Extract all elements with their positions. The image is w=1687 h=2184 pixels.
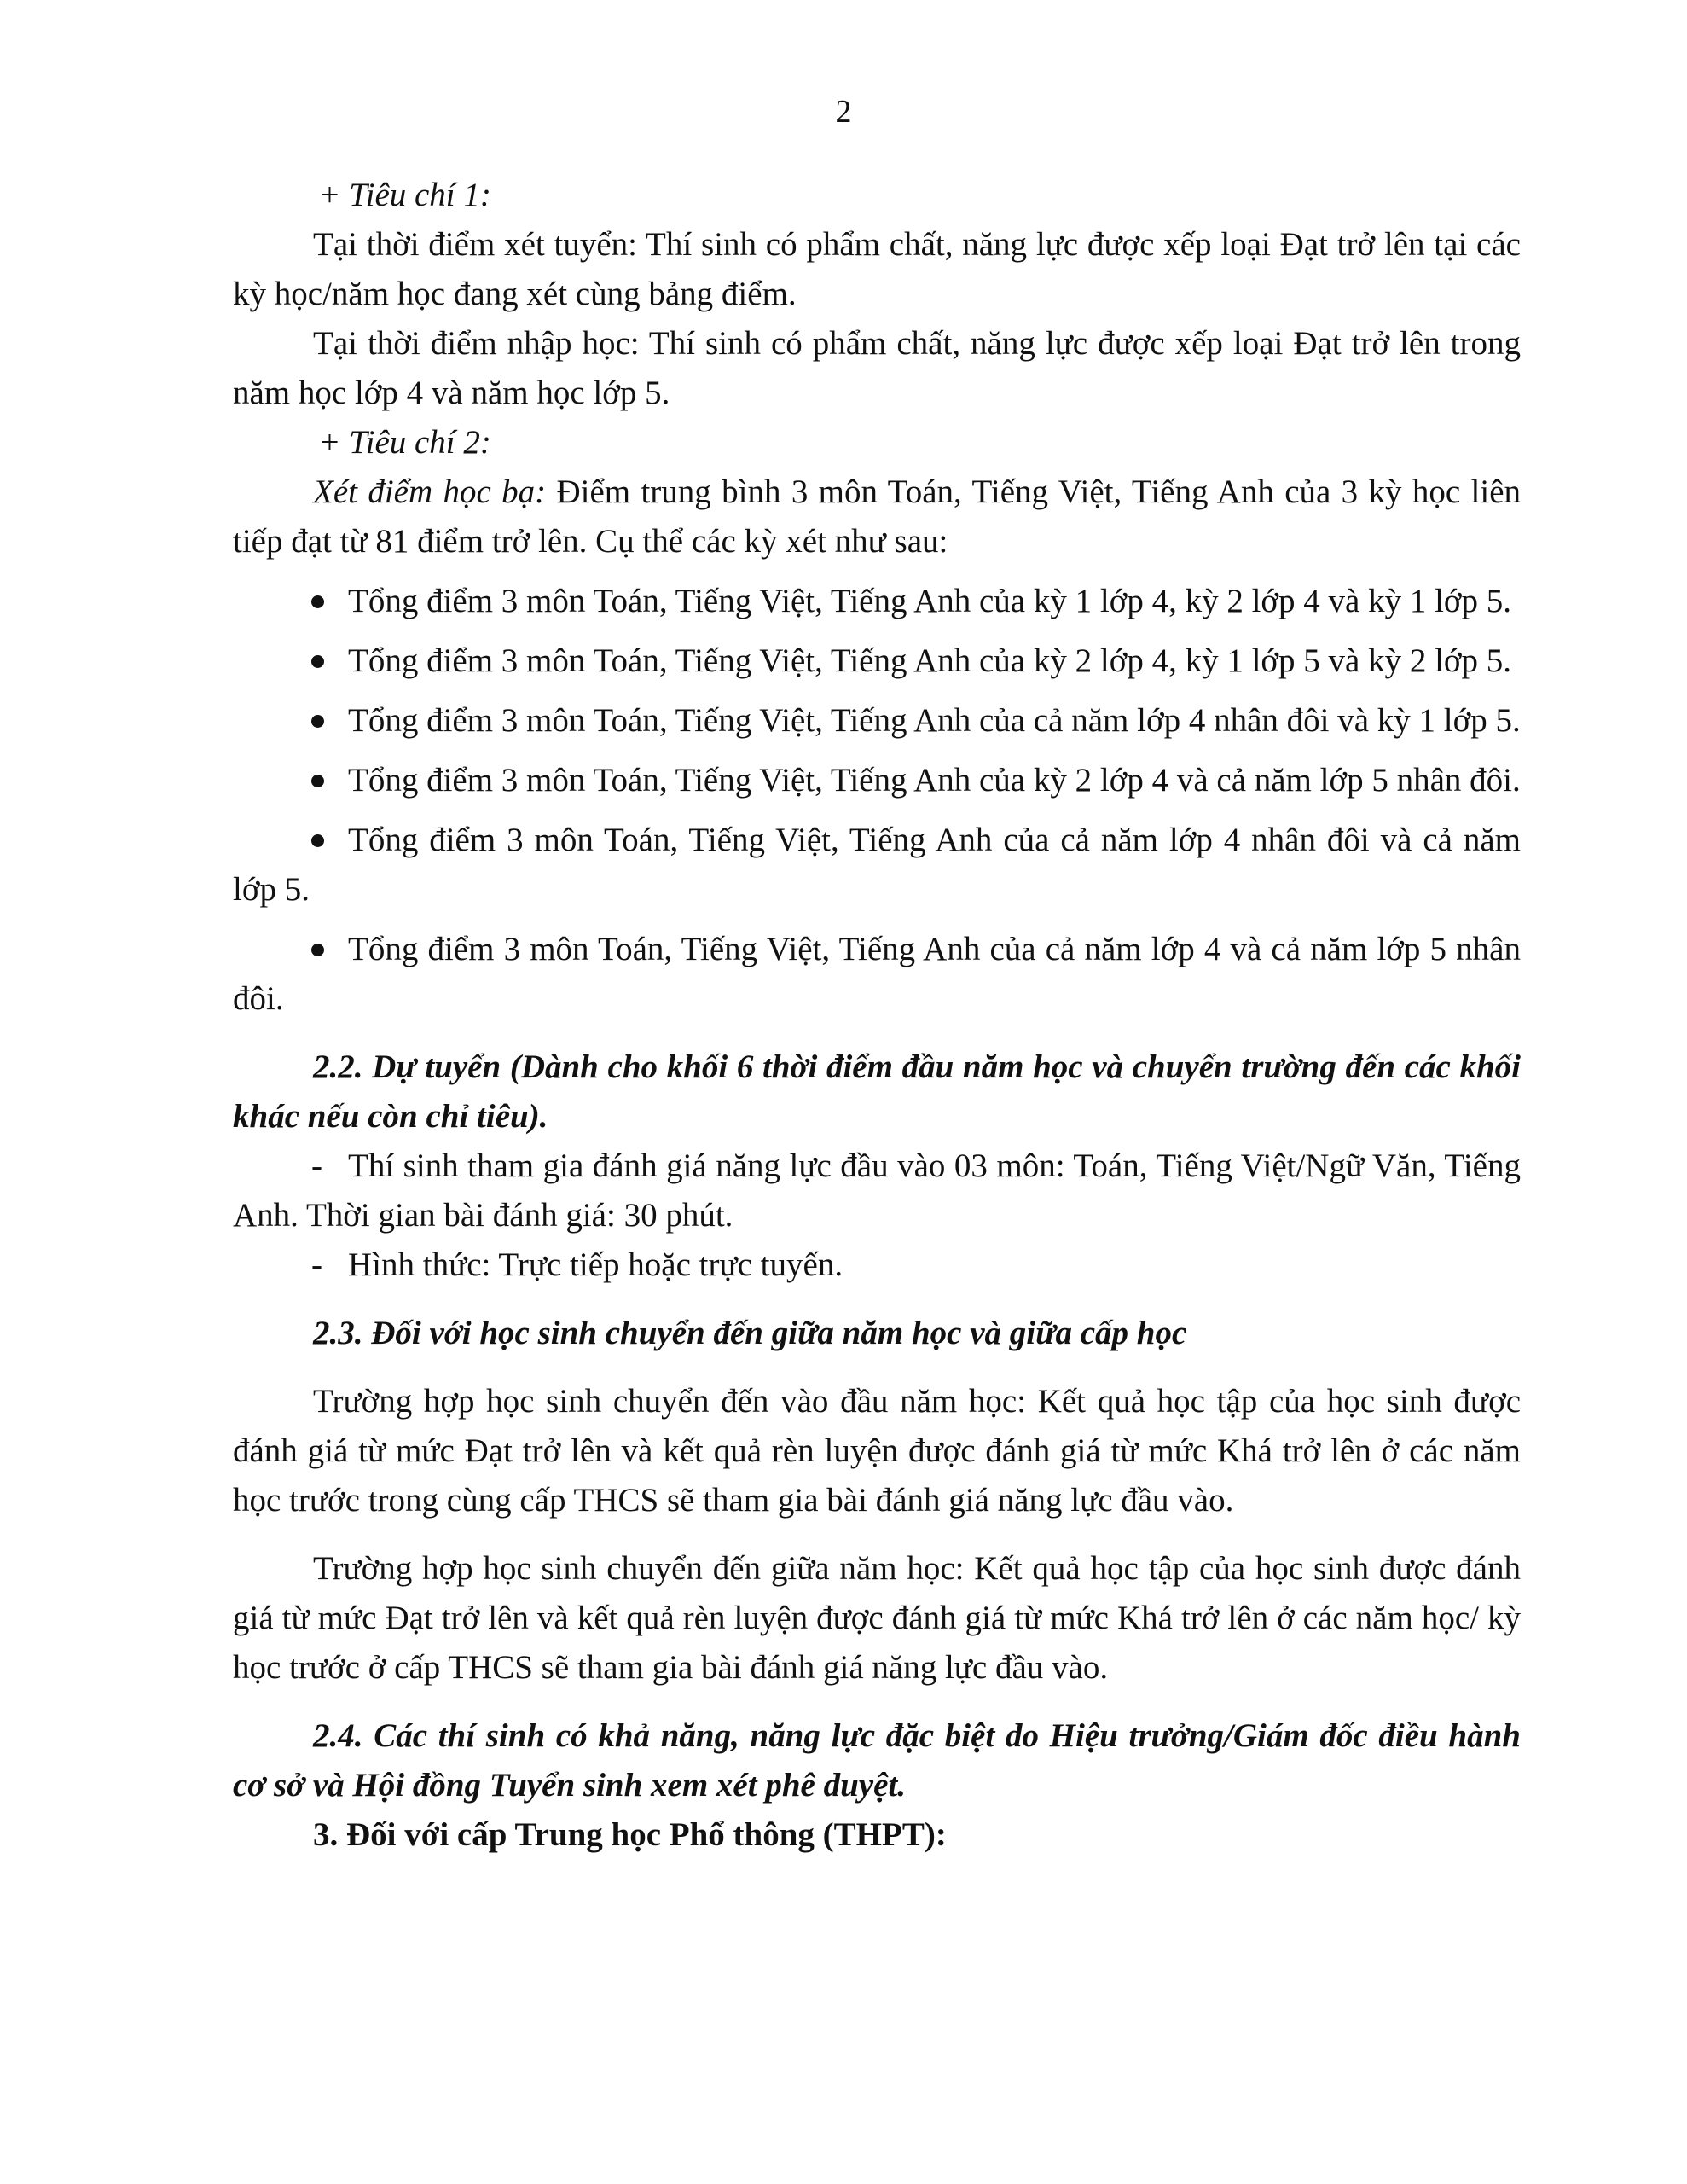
bullet-icon xyxy=(311,944,324,956)
section-2-4-heading: 2.4. Các thí sinh có khả năng, năng lực đặc biệt do Hiệu trưởng/Giám đốc điều hành cơ sở và Hội đồng Tuyển sinh xem xét phê duyệt. xyxy=(233,1717,1521,1804)
bullet-text: Tổng điểm 3 môn Toán, Tiếng Việt, Tiếng Anh của kỳ 2 lớp 4, kỳ 1 lớp 5 và kỳ 2 lớp 5. xyxy=(348,642,1512,679)
criterion-2-lead xyxy=(233,468,1521,566)
criterion-1-paragraph-2: Tại thời điểm nhập học: Thí sinh có phẩm chất, năng lực được xếp loại Đạt trở lên trong năm học lớp 4 và năm học lớp 5. xyxy=(233,325,1521,411)
criterion-2-lead-text: Điểm trung bình 3 môn Toán, Tiếng Việt, Tiếng Anh của 3 kỳ học liên tiếp đạt từ 81 điểm trở lên. Cụ thể các kỳ xét như sau: xyxy=(233,473,1521,560)
bullet-text: Tổng điểm 3 môn Toán, Tiếng Việt, Tiếng Anh của cả năm lớp 4 nhân đôi và kỳ 1 lớp 5. xyxy=(348,702,1521,739)
page-number: 2 xyxy=(835,94,852,130)
criterion-1-paragraph-1: Tại thời điểm xét tuyển: Thí sinh có phẩm chất, năng lực được xếp loại Đạt trở lên tại các kỳ học/năm học đang xét cùng bảng điểm. xyxy=(233,226,1521,312)
document-body xyxy=(233,171,1521,1860)
bullet-icon xyxy=(311,775,324,787)
bullet-item xyxy=(233,925,1521,1024)
bullet-text: Tổng điểm 3 môn Toán, Tiếng Việt, Tiếng Anh của kỳ 2 lớp 4 và cả năm lớp 5 nhân đôi. xyxy=(348,762,1521,799)
bullet-icon xyxy=(311,715,324,728)
bullet-item xyxy=(233,577,1521,626)
section-2-2-heading: 2.2. Dự tuyển (Dành cho khối 6 thời điểm đầu năm học và chuyển trường đến các khối khác nếu còn chỉ tiêu). xyxy=(233,1048,1521,1135)
section-2-3-paragraph-1: Trường hợp học sinh chuyển đến vào đầu năm học: Kết quả học tập của học sinh được đánh giá từ mức Đạt trở lên và kết quả rèn luyện được đánh giá từ mức Khá trở lên ở các năm học trước trong cùng cấp THCS sẽ tham gia bài đánh giá năng lực đầu vào. xyxy=(233,1383,1521,1519)
criterion-2-lead-italic: Xét điểm học bạ: xyxy=(313,473,547,510)
dash-item xyxy=(233,1141,1521,1240)
bullet-icon xyxy=(311,834,324,847)
dash-marker: - xyxy=(311,1246,322,1283)
dash-item xyxy=(233,1240,1521,1290)
section-3-heading: 3. Đối với cấp Trung học Phổ thông (THPT): xyxy=(313,1816,947,1853)
section-2-3-heading: 2.3. Đối với học sinh chuyển đến giữa năm học và giữa cấp học xyxy=(313,1315,1187,1351)
bullet-item xyxy=(233,816,1521,915)
bullet-text: Tổng điểm 3 môn Toán, Tiếng Việt, Tiếng Anh của kỳ 1 lớp 4, kỳ 2 lớp 4 và kỳ 1 lớp 5. xyxy=(348,583,1512,619)
criterion-1-label: + Tiêu chí 1: xyxy=(318,177,491,213)
criterion-2-label: + Tiêu chí 2: xyxy=(318,424,491,461)
dash-item-text: Hình thức: Trực tiếp hoặc trực tuyến. xyxy=(348,1246,844,1283)
bullet-icon xyxy=(311,655,324,668)
dash-marker: - xyxy=(311,1147,322,1184)
section-2-3-paragraph-2: Trường hợp học sinh chuyển đến giữa năm học: Kết quả học tập của học sinh được đánh giá từ mức Đạt trở lên và kết quả rèn luyện được đánh giá từ mức Khá trở lên ở các năm học/ kỳ học trước ở cấp THCS sẽ tham gia bài đánh giá năng lực đầu vào. xyxy=(233,1550,1521,1686)
dash-item-text: Thí sinh tham gia đánh giá năng lực đầu vào 03 môn: Toán, Tiếng Việt/Ngữ Văn, Tiếng Anh. Thời gian bài đánh giá: 30 phút. xyxy=(233,1147,1521,1234)
bullet-icon xyxy=(311,595,324,608)
bullet-item xyxy=(233,696,1521,746)
bullet-text: Tổng điểm 3 môn Toán, Tiếng Việt, Tiếng Anh của cả năm lớp 4 nhân đôi và cả năm lớp 5. xyxy=(233,822,1521,908)
bullet-item xyxy=(233,636,1521,686)
bullet-text: Tổng điểm 3 môn Toán, Tiếng Việt, Tiếng Anh của cả năm lớp 4 và cả năm lớp 5 nhân đôi. xyxy=(233,931,1521,1017)
bullet-item xyxy=(233,756,1521,805)
